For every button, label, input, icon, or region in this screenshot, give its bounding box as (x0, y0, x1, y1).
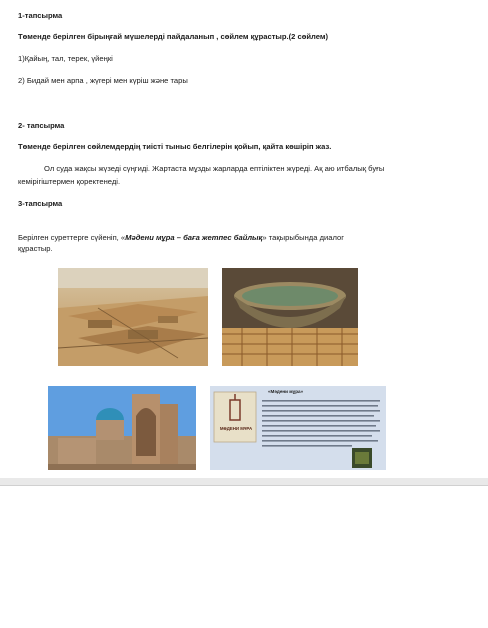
cauldron-photo (222, 268, 358, 366)
mausoleum-photo (48, 386, 196, 470)
task2-text-line1: Ол суда жақсы жүзеді сүңгиді. Жартаста мұзды жарларда ептіліктен жүреді. Ақ аю итбалық буғы (44, 164, 385, 173)
task3-text (18, 232, 470, 254)
task2-text (18, 162, 470, 188)
task2-text-line2: кемірігіштермен қоректенеді. (18, 177, 121, 186)
cultural-heritage-poster (210, 386, 386, 470)
poster-title: «Мәдени мұра» (268, 389, 304, 394)
task3-heading: 3-тапсырма (18, 199, 63, 208)
task3-text-line2: құрастыр. (18, 244, 53, 253)
task1-instruction: Төменде берілген бірыңғай мүшелерді пайдаланып , сөйлем құрастыр.(2 сөйлем) (18, 32, 329, 41)
task3-text-before: Берілген суреттерге сүйеніп, « (18, 233, 126, 242)
task3-topic: Мәдени мұра – баға жетпес байлық (125, 233, 263, 242)
ruins-photo (58, 268, 208, 366)
task2-heading: 2- тапсырма (18, 121, 65, 130)
task1-item-2: 2) Бидай мен арпа , жүгері мен күріш және тары (18, 76, 188, 85)
task1-heading: 1-тапсырма (18, 11, 63, 20)
task1-item-1: 1)Қайың, тал, терек, үйеңкі (18, 54, 113, 63)
task2-instruction: Төменде берілген сөйлемдердің тиісті тыныс белгілерін қойып, қайта көшіріп жаз. (18, 142, 332, 151)
task3-text-after: » тақырыбында диалог (262, 233, 344, 242)
poster-logo-text: МӘДЕНИ МҰРА (219, 426, 253, 431)
document-page-2 (0, 485, 488, 628)
